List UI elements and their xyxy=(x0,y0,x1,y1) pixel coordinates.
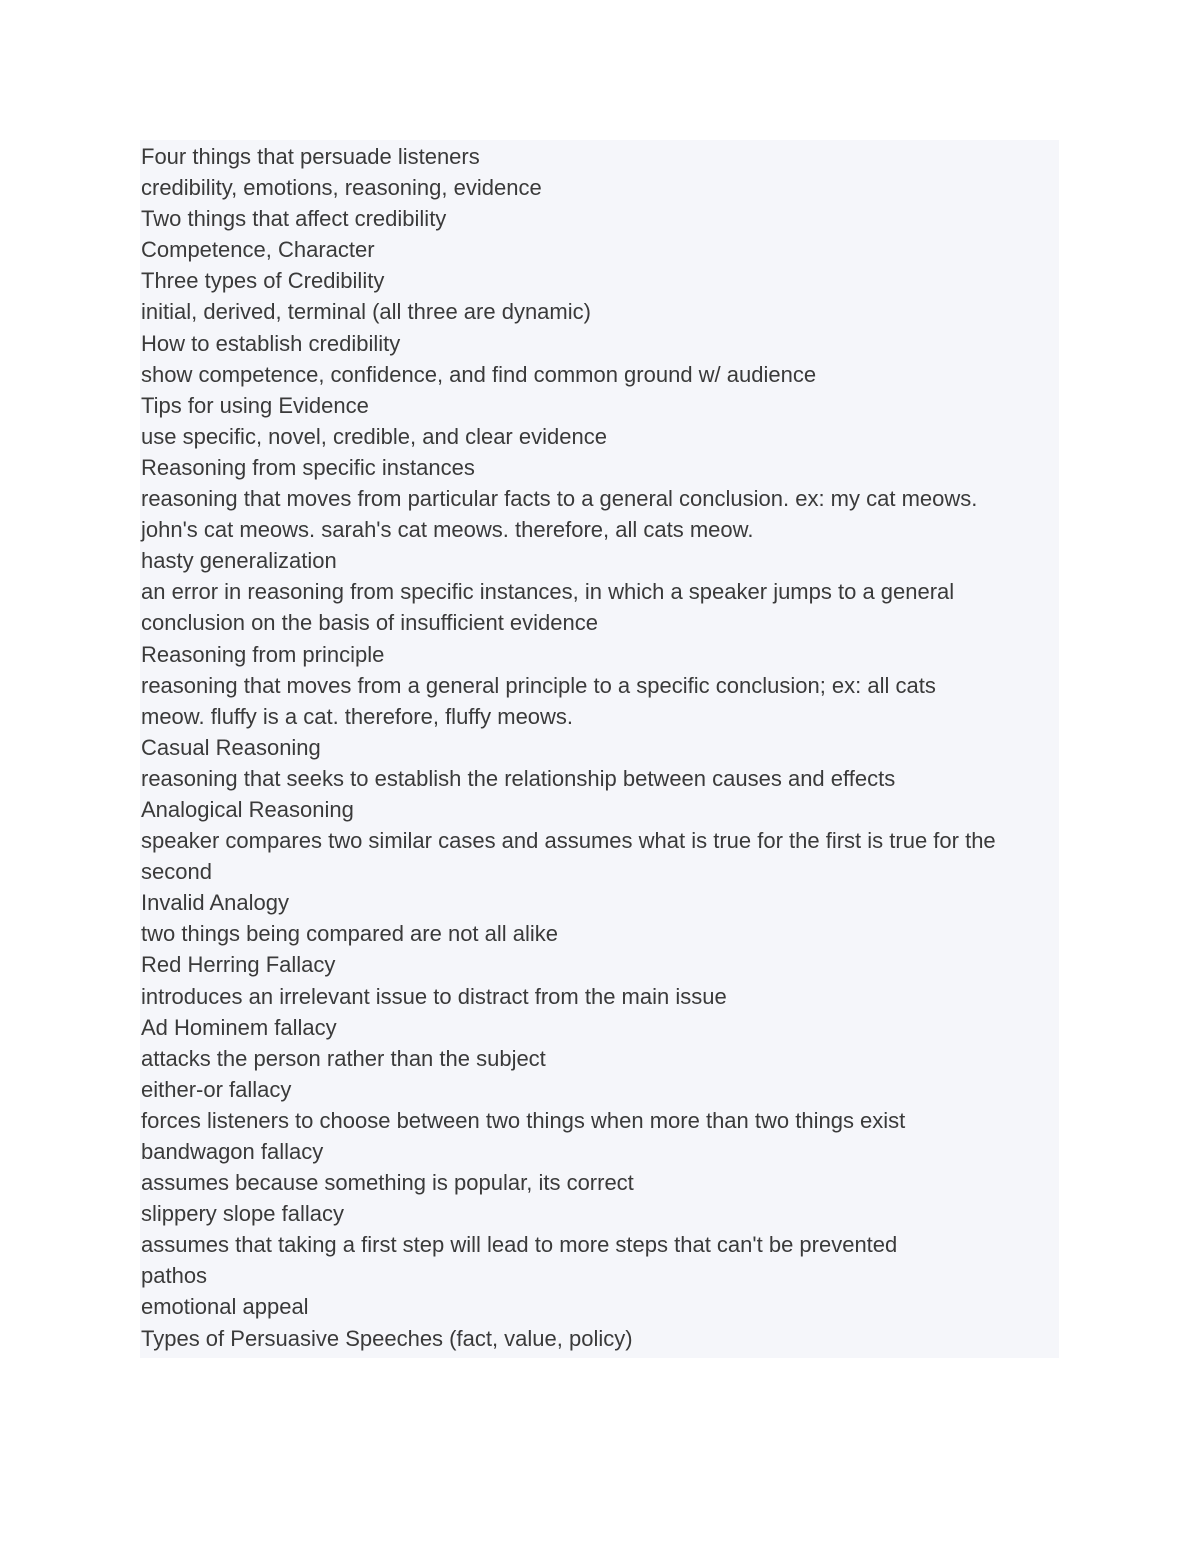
text-line: reasoning that moves from a general principle to a specific conclusion; ex: all cats xyxy=(141,672,936,698)
text-line: Reasoning from specific instances xyxy=(141,454,475,480)
text-line: speaker compares two similar cases and assumes what is true for the first is true for the xyxy=(141,828,996,854)
text-line: assumes because something is popular, its correct xyxy=(141,1170,634,1196)
text-line: second xyxy=(141,859,212,885)
text-line: attacks the person rather than the subject xyxy=(141,1045,546,1071)
text-line: emotional appeal xyxy=(141,1294,309,1320)
text-line: reasoning that seeks to establish the relationship between causes and effects xyxy=(141,765,896,791)
text-line: hasty generalization xyxy=(141,548,337,574)
text-line: Invalid Analogy xyxy=(141,890,289,916)
text-line: initial, derived, terminal (all three are dynamic) xyxy=(141,299,591,325)
text-line: john's cat meows. sarah's cat meows. therefore, all cats meow. xyxy=(141,517,754,543)
text-line: show competence, confidence, and find common ground w/ audience xyxy=(141,361,817,387)
text-line: two things being compared are not all alike xyxy=(141,921,559,947)
text-line: use specific, novel, credible, and clear evidence xyxy=(141,423,607,449)
text-line: slippery slope fallacy xyxy=(141,1201,344,1227)
text-line: Types of Persuasive Speeches (fact, value, policy) xyxy=(141,1325,633,1351)
text-line: assumes that taking a first step will lead to more steps that can't be prevented xyxy=(141,1232,898,1258)
text-line: pathos xyxy=(141,1263,208,1289)
text-line: Tips for using Evidence xyxy=(141,392,369,418)
notes-text-block xyxy=(140,140,1059,1358)
text-line: conclusion on the basis of insufficient evidence xyxy=(141,610,598,636)
text-line: Casual Reasoning xyxy=(141,734,321,760)
text-line: credibility, emotions, reasoning, evidence xyxy=(141,175,542,201)
text-line: reasoning that moves from particular facts to a general conclusion. ex: my cat meows. xyxy=(141,486,978,512)
text-line: bandwagon fallacy xyxy=(141,1139,324,1164)
text-line: forces listeners to choose between two things when more than two things exist xyxy=(141,1107,906,1133)
text-line: Four things that persuade listeners xyxy=(141,144,480,169)
text-line: Analogical Reasoning xyxy=(141,796,354,822)
text-line: an error in reasoning from specific instances, in which a speaker jumps to a general xyxy=(141,579,955,605)
text-line: Red Herring Fallacy xyxy=(141,952,336,978)
text-line: either-or fallacy xyxy=(141,1076,292,1102)
text-line: Reasoning from principle xyxy=(141,641,385,667)
text-line: introduces an irrelevant issue to distract from the main issue xyxy=(141,983,727,1009)
text-line: Ad Hominem fallacy xyxy=(141,1014,337,1040)
text-line: How to establish credibility xyxy=(141,330,401,356)
text-line: Three types of Credibility xyxy=(141,268,385,294)
text-line: Competence, Character xyxy=(141,237,375,263)
text-line: Two things that affect credibility xyxy=(141,206,447,232)
text-line: meow. fluffy is a cat. therefore, fluffy meows. xyxy=(141,703,574,729)
